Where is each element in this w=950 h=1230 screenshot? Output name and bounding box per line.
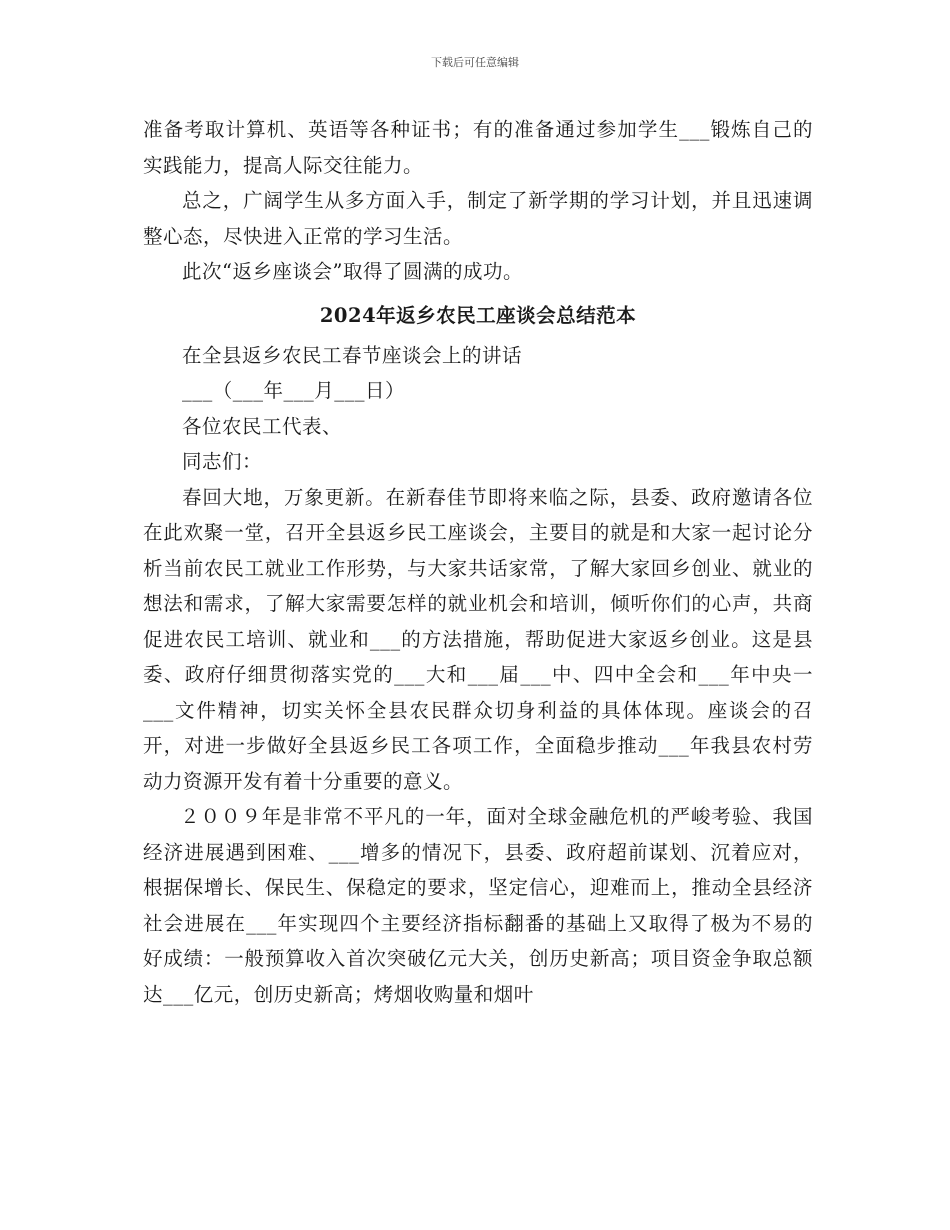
document-body <box>143 112 813 1012</box>
body-paragraph-1: 春回大地，万象更新。在新春佳节即将来临之际，县委、政府邀请各位在此欢聚一堂，召开全县返乡民工座谈会，主要目的就是和大家一起讨论分析当前农民工就业工作形势，与大家共话家常，了解大家回乡创业、就业的想法和需求，了解大家需要怎样的就业机会和培训，倾听你们的心声，共商促进农民工培训、就业和___的方法措施，帮助促进大家返乡创业。这是县委、政府仔细贯彻落实党的___大和___届___中、四中全会和___年中央一___文件精神，切实关怀全县农民群众切身利益的具体体现。座谈会的召开，对进一步做好全县返乡民工各项工作，全面稳步推动___年我县农村劳动力资源开发有着十分重要的意义。 <box>143 485 813 793</box>
continuation-paragraph-2: 总之，广阔学生从多方面入手，制定了新学期的学习计划，并且迅速调整心态，尽快进入正常的学习生活。 <box>143 189 813 248</box>
salutation-line-1: 各位农民工代表、 <box>182 414 343 438</box>
continuation-paragraph-3: 此次“返乡座谈会”取得了圆满的成功。 <box>182 260 523 283</box>
body-paragraph-2: ２００９年是非常不平凡的一年，面对全球金融危机的严峻考验、我国经济进展遇到困难、___增多的情况下，县委、政府超前谋划、沉着应对，根据保增长、保民生、保稳定的要求，坚定信心，迎难而上，推动全县经济社会进展在___年实现四个主要经济指标翻番的基础上又取得了极为不易的好成绩：一般预算收入首次突破亿元大关，创历史新高；项目资金争取总额达___亿元，创历史新高；烤烟收购量和烟叶 <box>143 805 813 1006</box>
date-line: ___（___年___月___日） <box>182 379 406 402</box>
continuation-paragraph-1: 准备考取计算机、英语等各种证书；有的准备通过参加学生___锻炼自己的实践能力，提高人际交往能力。 <box>143 118 813 177</box>
speech-title: 在全县返乡农民工春节座谈会上的讲话 <box>182 343 523 367</box>
page-header: 下载后可任意编辑 <box>431 56 519 69</box>
article-title: 2024年返乡农民工座谈会总结范本 <box>319 303 637 327</box>
salutation-line-2: 同志们： <box>182 450 263 473</box>
